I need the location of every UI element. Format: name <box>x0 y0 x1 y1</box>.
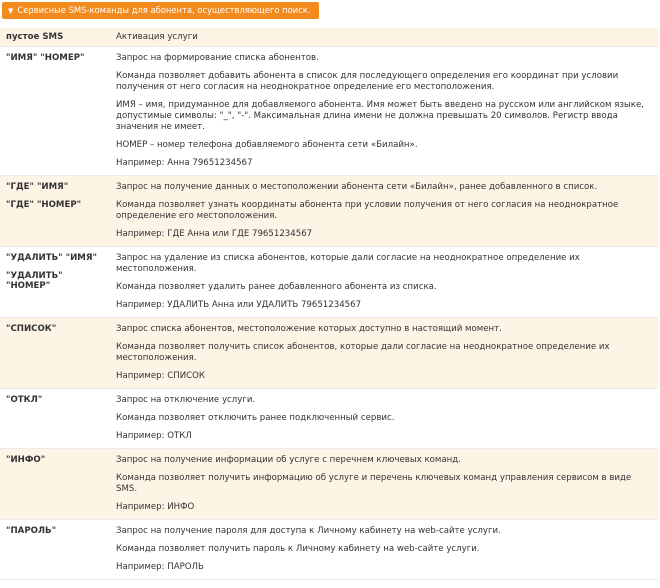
table-header-row <box>0 28 658 47</box>
accordion-toggle-button[interactable] <box>2 2 319 19</box>
table-row <box>0 247 658 318</box>
table-row <box>0 389 658 449</box>
description-example: Например: Анна 79651234567 <box>116 158 253 168</box>
table-row <box>0 318 658 389</box>
command-label: "ИМЯ" "НОМЕР" <box>6 53 85 63</box>
command-label: "ГДЕ" "НОМЕР" <box>6 200 82 210</box>
description-cell <box>110 47 658 176</box>
description-example: Например: УДАЛИТЬ Анна или УДАЛИТЬ 79651234567 <box>116 300 362 310</box>
command-label: "ИНФО" <box>6 455 46 465</box>
command-cell <box>0 47 110 176</box>
command-label: "СПИСОК" <box>6 324 57 334</box>
description-text: Команда позволяет удалить ранее добавленного абонента из списка. <box>116 282 437 292</box>
description-example: Например: ОТКЛ <box>116 431 192 441</box>
description-example: Например: СПИСОК <box>116 371 205 381</box>
description-cell <box>110 176 658 247</box>
command-cell <box>0 176 110 247</box>
accordion-label: Сервисные SMS-команды для абонента, осуществляющего поиск. <box>17 5 311 15</box>
command-cell <box>0 520 110 580</box>
description-cell <box>110 389 658 449</box>
description-title: Запрос на получение информации об услуге с перечнем ключевых команд. <box>116 455 461 465</box>
description-text: Команда позволяет получить список абонентов, которые дали согласие на неоднократное определение их местоположения. <box>116 342 610 363</box>
description-text: ИМЯ – имя, придуманное для добавляемого абонента. Имя может быть введено на русском или английском языке, допустимые символы: "_", "-". Максимальная длина имени не должна превышать 20 символов. Регистр ввода значения не имеет. <box>116 100 644 132</box>
header-col1: пустое SMS <box>0 28 110 47</box>
description-text: НОМЕР – номер телефона добавляемого абонента сети «Билайн». <box>116 140 418 150</box>
table-row <box>0 449 658 520</box>
description-title: Запрос на удаление из списка абонентов, которые дали согласие на неоднократное определение их местоположения. <box>116 253 580 274</box>
command-cell <box>0 318 110 389</box>
description-text: Команда позволяет получить информацию об услуге и перечень ключевых команд управления сервисом в виде SMS. <box>116 473 632 494</box>
table-row <box>0 520 658 580</box>
description-text: Команда позволяет получить пароль к Личному кабинету на web-сайте услуги. <box>116 544 480 554</box>
description-title: Запрос списка абонентов, местоположение которых доступно в настоящий момент. <box>116 324 502 334</box>
description-text: Команда позволяет отключить ранее подключенный сервис. <box>116 413 395 423</box>
description-cell <box>110 449 658 520</box>
description-cell <box>110 247 658 318</box>
command-cell <box>0 449 110 520</box>
description-title: Запрос на отключение услуги. <box>116 395 256 405</box>
description-cell <box>110 318 658 389</box>
header-col2: Активация услуги <box>110 28 658 47</box>
chevron-down-icon: ▼ <box>8 7 14 15</box>
table-row <box>0 176 658 247</box>
command-cell <box>0 389 110 449</box>
command-label: "УДАЛИТЬ" "ИМЯ" <box>6 253 97 263</box>
description-text: Команда позволяет добавить абонента в список для последующего определения его координат при условии получения от него согласия на неоднократное определение его местоположения. <box>116 71 619 92</box>
sms-commands-table <box>0 28 658 580</box>
command-label: "ГДЕ" "ИМЯ" <box>6 182 69 192</box>
description-text: Команда позволяет узнать координаты абонента при условии получения от него согласия на неоднократное определение его местоположения. <box>116 200 619 221</box>
command-cell <box>0 247 110 318</box>
table-row <box>0 47 658 176</box>
command-label: "ПАРОЛЬ" <box>6 526 57 536</box>
description-title: Запрос на получение данных о местоположении абонента сети «Билайн», ранее добавленного в список. <box>116 182 598 192</box>
command-label: "УДАЛИТЬ" "НОМЕР" <box>6 271 63 291</box>
description-title: Запрос на формирование списка абонентов. <box>116 53 319 63</box>
description-cell <box>110 520 658 580</box>
description-example: Например: ГДЕ Анна или ГДЕ 79651234567 <box>116 229 313 239</box>
description-title: Запрос на получение пароля для доступа к Личному кабинету на web-сайте услуги. <box>116 526 501 536</box>
description-example: Например: ИНФО <box>116 502 195 512</box>
command-label: "ОТКЛ" <box>6 395 43 405</box>
description-example: Например: ПАРОЛЬ <box>116 562 204 572</box>
